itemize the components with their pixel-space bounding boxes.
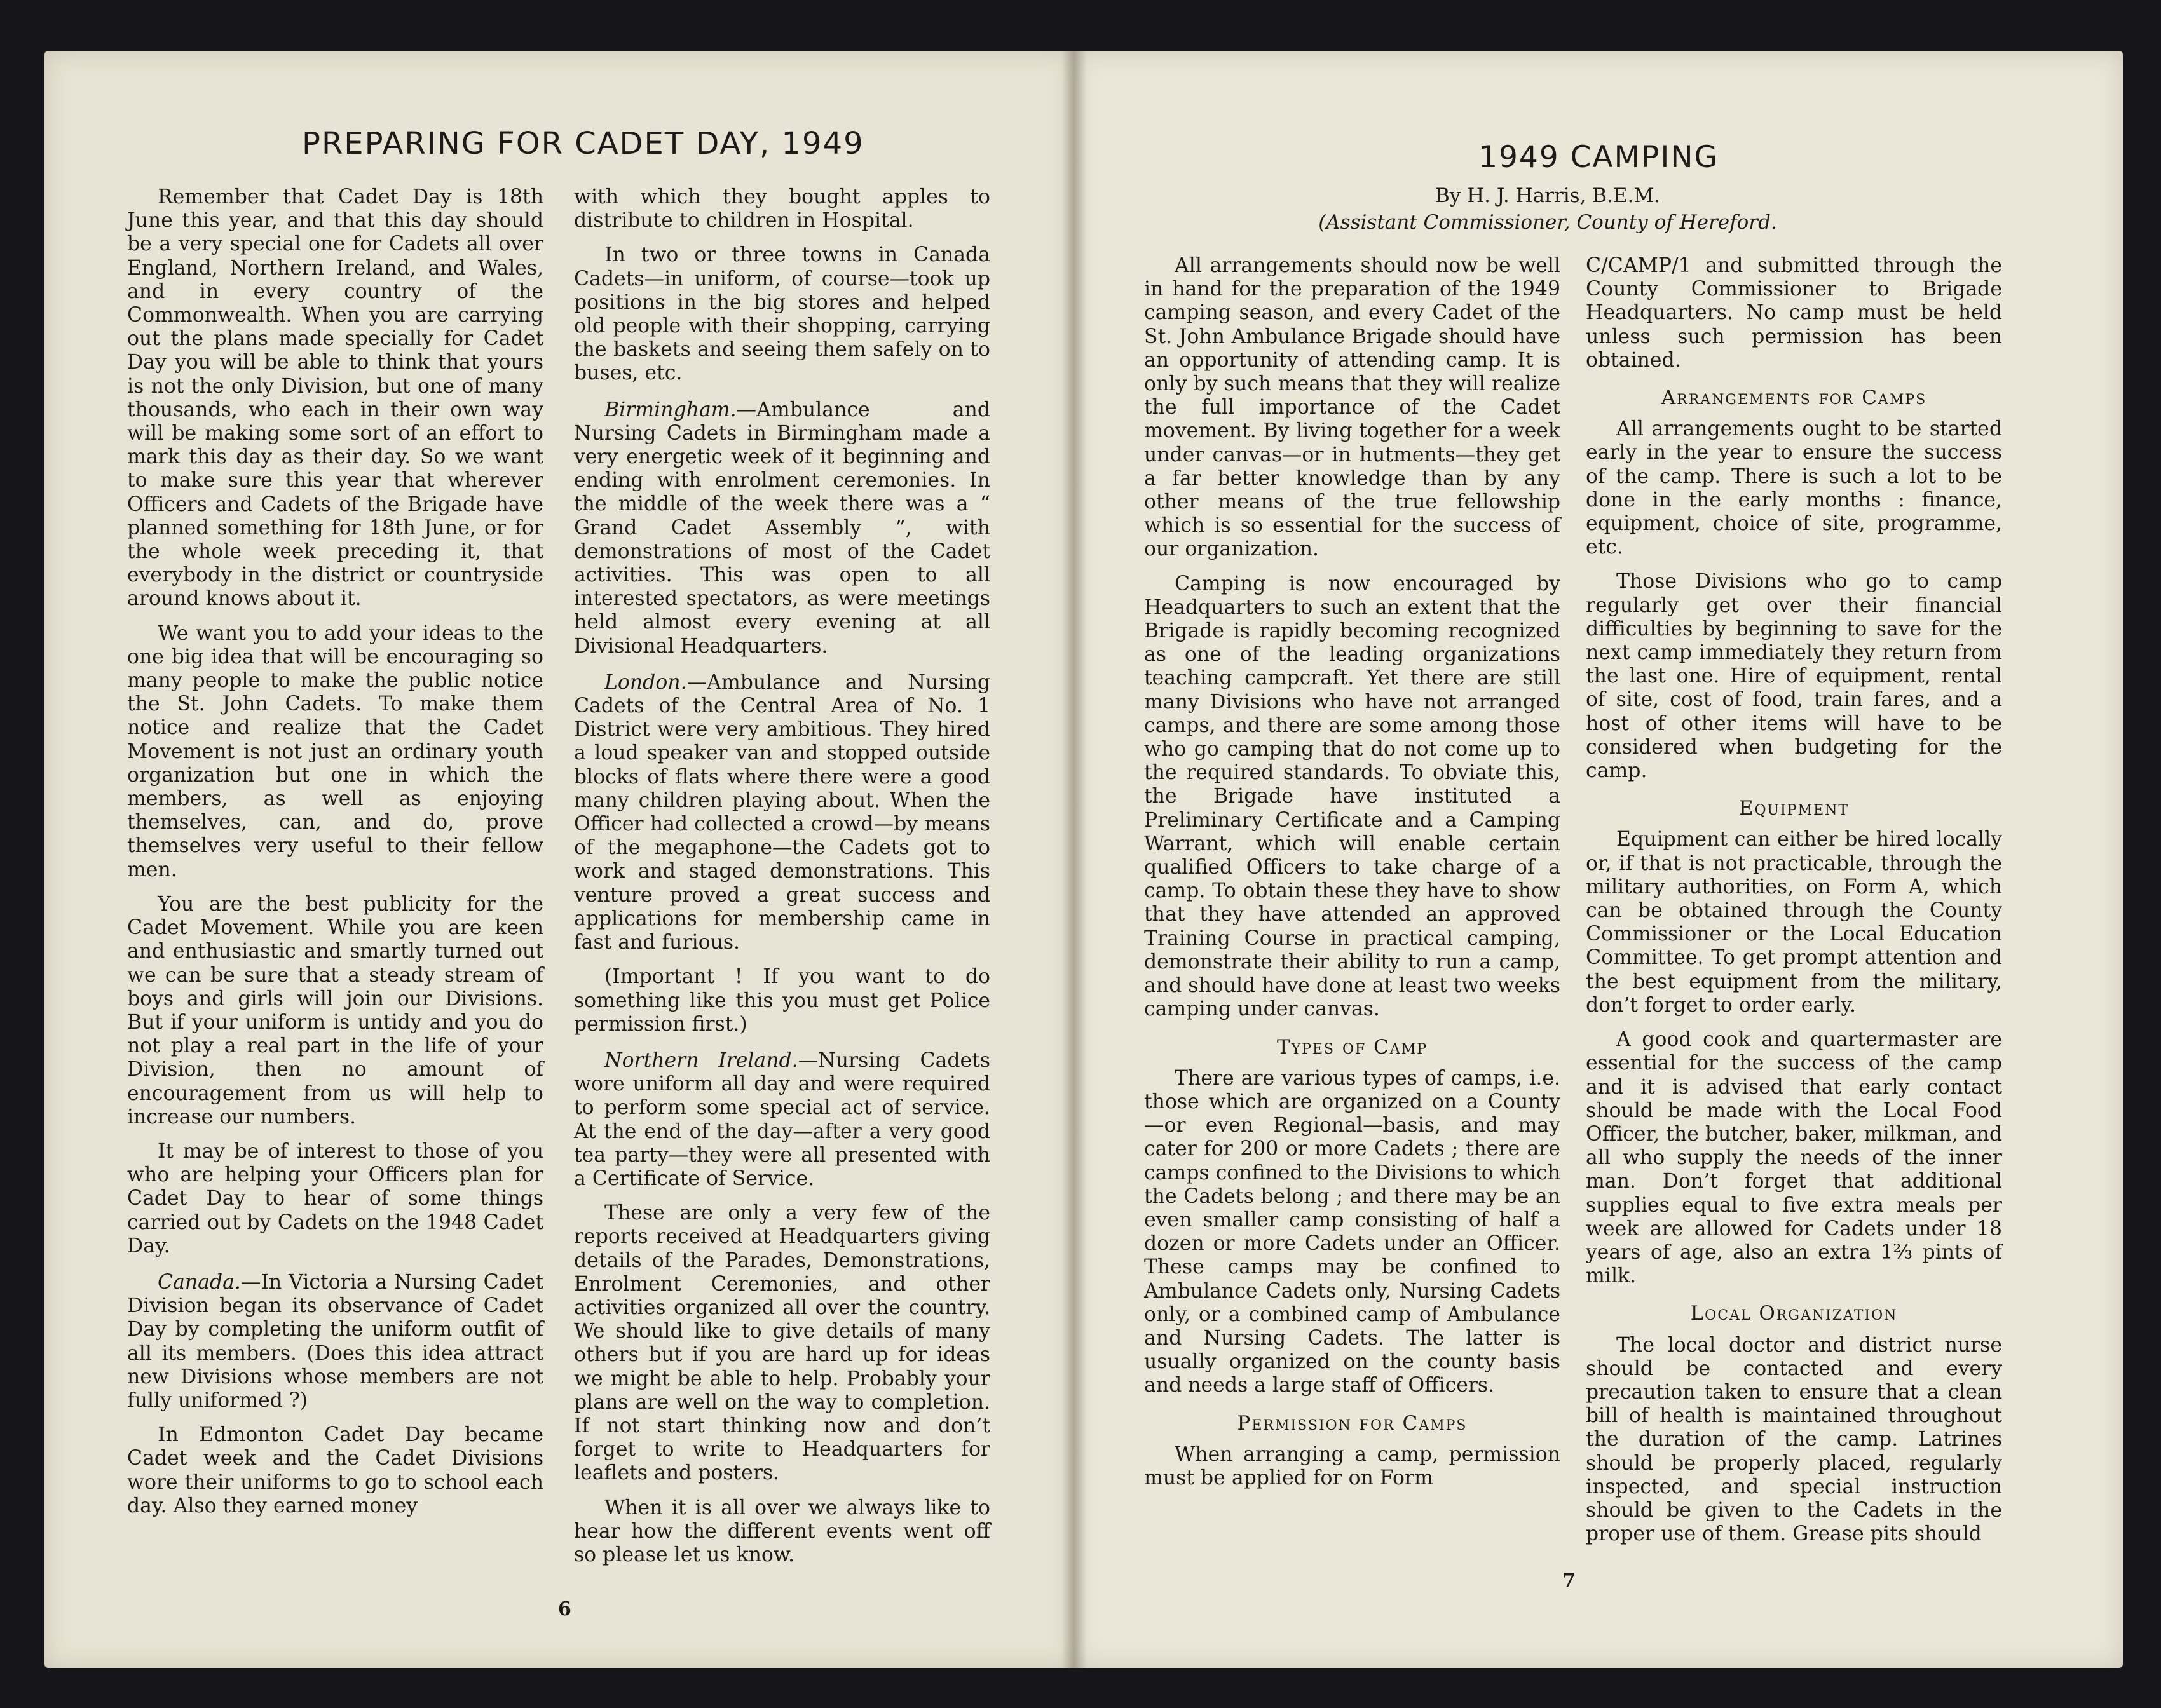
london-text: —Ambulance and Nursing Cadets of the Central Area of No. 1 District were very ambitious. They hired a loud speaker van and stopped outside blocks of flats where there were a good many children playing about. When the Officer had collected a crowd—by means of the megaphone—the Cadets got to work and staged demonstrations. This venture proved a great success and applications for membership came in fast and furious. <box>574 670 990 954</box>
paragraph: There are various types of camps, i.e. those which are organized on a County—or even Regional—basis, and may cater for 200 or more Cadets ; there are camps confined to the Divisions to which the Cadets belong ; and there may be an even smaller camp consisting of half a dozen or more Cadets under an Officer. These camps may be confined to Ambulance Cadets only, Nursing Cadets only, or a combined camp of Ambulance and Nursing Cadets. The latter is usually organized on the county basis and needs a large staff of Officers. <box>1144 1066 1560 1397</box>
northern-ireland-text: —Nursing Cadets wore uniform all day and were required to perform some special act of service. At the end of the day—after a very good tea party—they were all presented with a Certificate of Service. <box>574 1048 990 1190</box>
right-column-2 <box>1586 254 2002 1557</box>
section-heading-equipment: Equipment <box>1738 797 1850 820</box>
paragraph: You are the best publicity for the Cadet Movement. While you are keen and enthusiastic and smartly turned out we can be sure that a steady stream of boys and girls will join our Divisions. But if your uniform is untidy and you do not play a real part in the life of your Division, then no amount of encouragement from us will help to increase our numbers. <box>127 892 543 1128</box>
author-role: (Assistant Commissioner, County of Hereford. <box>1318 211 1777 234</box>
paragraph: In two or three towns in Canada Cadets—in uniform, of course—took up positions in the big stores and helped old people with their shopping, carrying the baskets and seeing them safely on to buses, etc. <box>574 243 990 385</box>
canada-text: —In Victoria a Nursing Cadet Division began its observance of Cadet Day by completing the uniform outfit of all its members. (Does this idea attract new Divisions whose members are not fully uniformed ?) <box>127 1270 543 1412</box>
section-heading-permission: Permission for Camps <box>1237 1411 1468 1435</box>
left-page-title: PREPARING FOR CADET DAY, 1949 <box>302 126 864 161</box>
paragraph: The local doctor and district nurse should be contacted and every precaution taken to ensure that a clean bill of health is maintained throughout the duration of the camp. Latrines should be properly placed, regularly inspected, and special instruction should be given to the Cadets in the proper use of them. Grease pits should <box>1586 1333 2002 1546</box>
page-number-left: 6 <box>558 1598 571 1620</box>
paragraph: It may be of interest to those of you who are helping your Officers plan for Cadet Day to hear of some things carried out by Cadets on the 1948 Cadet Day. <box>127 1139 543 1257</box>
london-label: London. <box>604 670 687 694</box>
paragraph: A good cook and quartermaster are essential for the success of the camp and it is advised that early contact should be made with the Local Food Officer, the butcher, baker, milkman, and all who supply the needs of the inner man. Don’t forget that additional supplies equal to five extra meals per week are allowed for Cadets under 18 years of age, also an extra 1⅔ pints of milk. <box>1586 1028 2002 1288</box>
section-heading-arrangements: Arrangements for Camps <box>1661 386 1927 410</box>
paragraph: C/CAMP/1 and submitted through the County Commissioner to Brigade Headquarters. No camp must be held unless such permission has been obtained. <box>1586 254 2002 372</box>
paragraph: In Edmonton Cadet Day became Cadet week and the Cadet Divisions wore their uniforms to go to school each day. Also they earned money <box>127 1423 543 1517</box>
paragraph: When it is all over we always like to hear how the different events went off so please let us know. <box>574 1496 990 1566</box>
birmingham-text: —Ambulance and Nursing Cadets in Birmingham made a very energetic week of it beginning and ending with enrolment ceremonies. In the middle of the week there was a “ Grand Cadet Assembly ”, with demonstrations of most of the Cadet activities. This was open to all interested spectators, as were meetings held almost every evening at all Divisional Headquarters. <box>574 398 990 658</box>
paragraph: When arranging a camp, permission must be applied for on Form <box>1144 1442 1560 1489</box>
left-column-1 <box>127 186 543 1529</box>
left-column-2 <box>574 186 990 1578</box>
right-page-title: 1949 CAMPING <box>1478 140 1719 175</box>
paragraph: These are only a very few of the reports received at Headquarters giving details of the Parades, Demonstrations, Enrolment Ceremonies, and other activities organized all over the country. We should like to give details of many others but if you are hard up for ideas we might be able to help. Probably your plans are well on the way to completion. If not start thinking now and don’t forget to write to Headquarters for leaflets and posters. <box>574 1202 990 1485</box>
paragraph-birmingham <box>574 398 990 658</box>
paragraph: All arrangements should now be well in hand for the preparation of the 1949 camping season, and every Cadet of the St. John Ambulance Brigade should have an opportunity of attending camp. It is only by such means that they will realize the full importance of the Cadet movement. By living together for a week under canvas—or in hutments—they get a far better knowledge than by any other means of the true fellowship which is so essential for the success of our organization. <box>1144 254 1560 561</box>
paragraph: Those Divisions who go to camp regularly get over their financial difficulties by beginning to save for the next camp immediately they return from the last one. Hire of equipment, rental of site, cost of food, train fares, and a host of other items will have to be considered when budgeting for the camp. <box>1586 570 2002 783</box>
northern-ireland-label: Northern Ireland. <box>604 1048 798 1072</box>
paragraph: (Important ! If you want to do something like this you must get Police permission first.) <box>574 965 990 1036</box>
spine-gutter <box>1061 51 1087 1668</box>
paragraph: We want you to add your ideas to the one big idea that will be encouraging so many people to make the public notice the St. John Cadets. To make them notice and realize that the Cadet Movement is not just an ordinary youth organization but one in which the members, as well as enjoying themselves, can, and do, prove themselves very useful to their fellow men. <box>127 621 543 881</box>
canada-label: Canada. <box>158 1270 241 1294</box>
birmingham-label: Birmingham. <box>604 398 737 421</box>
paragraph: Equipment can either be hired locally or, if that is not practicable, through the military authorities, on Form A, which can be obtained through the County Commissioner or the Local Education Committee. To get prompt attention and the best equipment from the military, don’t forget to order early. <box>1586 828 2002 1017</box>
page-number-right: 7 <box>1562 1569 1576 1592</box>
paragraph-northern-ireland <box>574 1049 990 1191</box>
paragraph-london <box>574 671 990 954</box>
section-heading-local-organization: Local Organization <box>1690 1302 1898 1325</box>
paragraph: Remember that Cadet Day is 18th June this year, and that this day should be a very special one for Cadets all over England, Northern Ireland, and Wales, and in every country of the Commonwealth. When you are carrying out the plans made specially for Cadet Day you will be able to think that yours is not the only Division, but one of many thousands, who each in their own way will be making some sort of an effort to mark this day as their day. So we want to make sure this year that wherever Officers and Cadets of the Brigade have planned something for 18th June, or for the whole week preceding it, that everybody in the district or countryside around knows about it. <box>127 186 543 611</box>
page-left <box>44 51 1074 1668</box>
paragraph-canada <box>127 1271 543 1413</box>
paragraph: with which they bought apples to distribute to children in Hospital. <box>574 186 990 233</box>
author-byline: By H. J. Harris, B.E.M. <box>1435 184 1661 207</box>
paragraph: All arrangements ought to be started early in the year to ensure the success of the camp. There is such a lot to be done in the early months : finance, equipment, choice of site, programme, etc. <box>1586 417 2002 559</box>
paragraph: Camping is now encouraged by Headquarters to such an extent that the Brigade is rapidly becoming recognized as one of the leading organizations teaching campcraft. Yet there are still many Divisions who have not arranged camps, and there are some among those who go camping that do not come up to the required standards. To obviate this, the Brigade have instituted a Preliminary Certificate and a Camping Warrant, which will enable certain qualified Officers to take charge of a camp. To obtain these they have to show that they have attended an approved Training Course in practical camping, demonstrate their ability to run a camp, and should have done at least two weeks camping under canvas. <box>1144 572 1560 1021</box>
section-heading-types: Types of Camp <box>1276 1035 1428 1059</box>
right-column-1 <box>1144 254 1560 1501</box>
